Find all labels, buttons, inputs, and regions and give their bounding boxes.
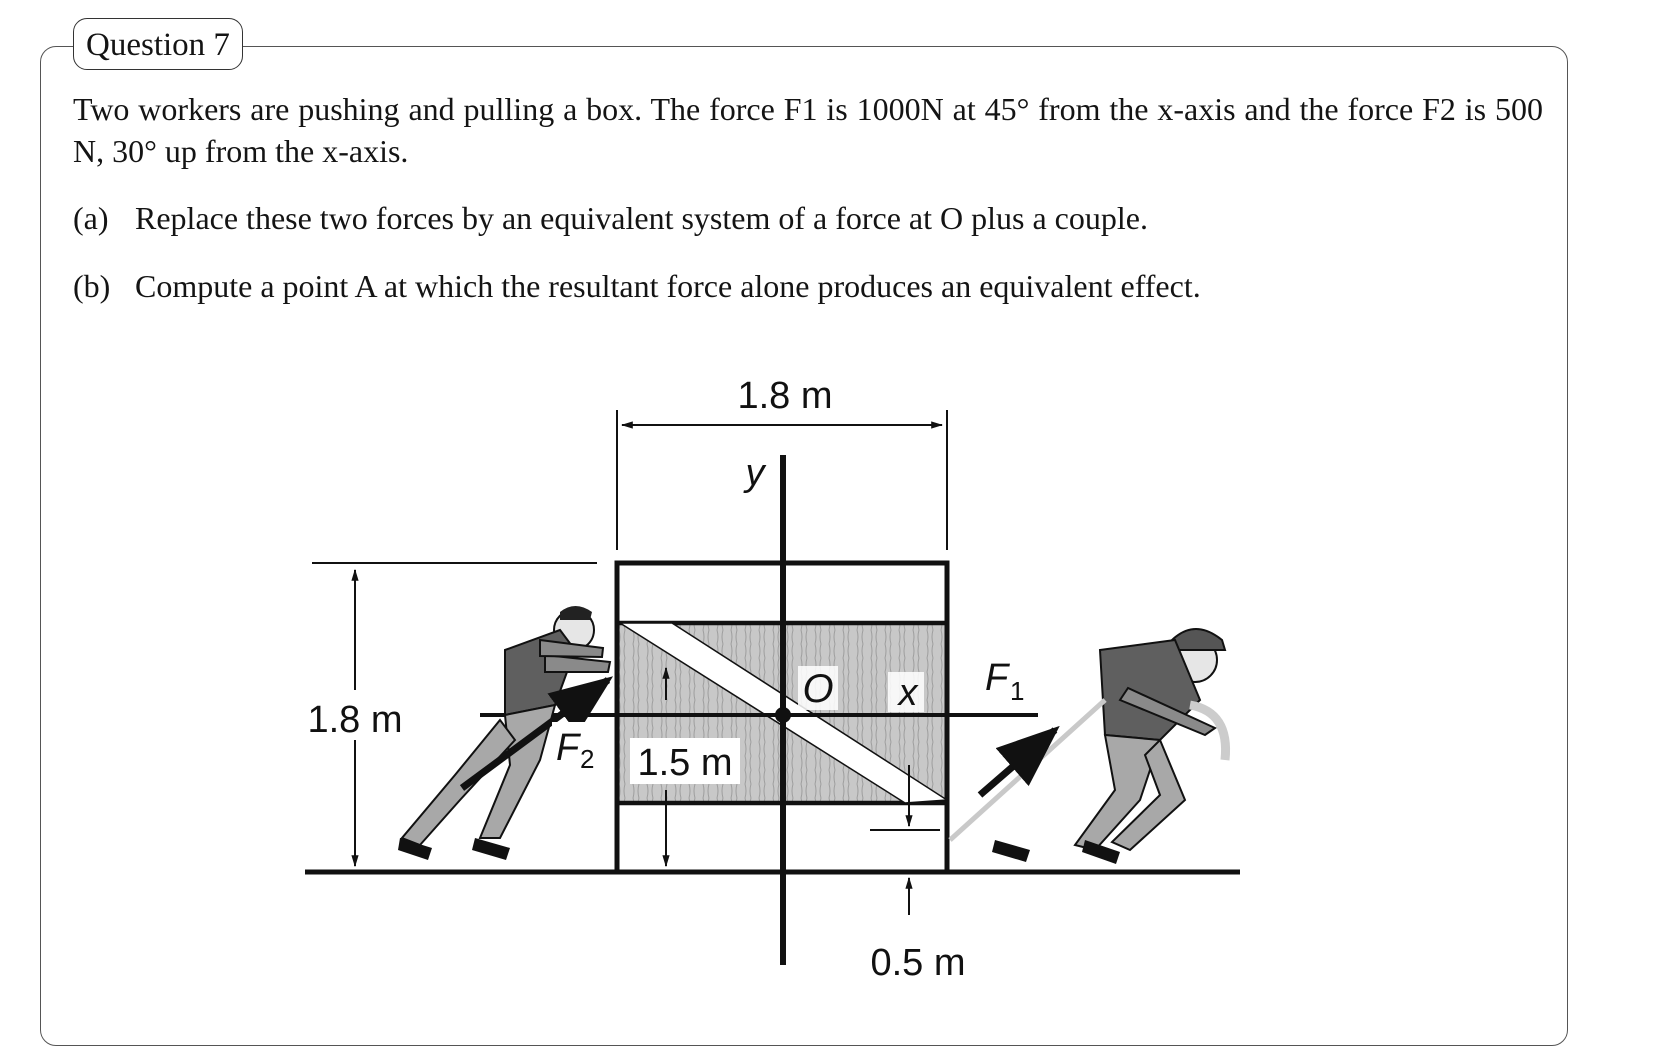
part-b-text: Compute a point A at which the resultant force alone produces an equivalent effect. [135,268,1201,304]
force-f1-subscript: 1 [1010,676,1025,706]
width-dimension-label: 1.8 m [737,375,833,417]
force-f1-arrow [980,730,1055,795]
origin-label: O [802,667,834,711]
force-f1-letter: F [985,657,1009,699]
question-label: Question 7 [73,18,243,70]
force-f2-letter: F [556,727,580,769]
strap-dimension-label: 1.5 m [637,742,733,784]
question-intro: Two workers are pushing and pulling a box. The force F1 is 1000N at 45° from the x-axis and the force F2 is 500 N, 30° up from the x-axis. [73,91,1543,169]
bottom-dimension-label: 0.5 m [870,942,966,984]
origin-point [775,707,791,723]
x-axis-label: x [898,672,918,714]
force-f2-subscript: 2 [580,744,595,774]
force-f1-label [985,657,1024,706]
part-a-text: Replace these two forces by an equivalent system of a force at O plus a couple. [135,200,1148,236]
height-dimension-label: 1.8 m [307,699,403,741]
y-axis-label: y [745,452,765,494]
force-f2-label [552,722,602,774]
part-a-tag: (a) [73,200,109,236]
part-b-tag: (b) [73,268,111,304]
